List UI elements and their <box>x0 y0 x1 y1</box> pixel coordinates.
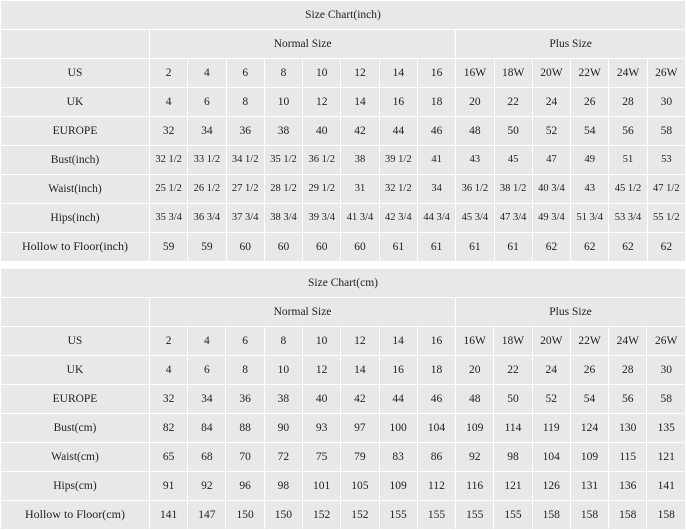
cell: 60 <box>264 233 302 262</box>
cell: 45 1/2 <box>609 175 647 204</box>
row-label: Bust(cm) <box>1 414 150 443</box>
cell: 91 <box>149 472 187 501</box>
cell: 22 <box>494 356 532 385</box>
cell: 36 <box>226 117 264 146</box>
table-row <box>1 327 686 356</box>
cell: 14 <box>379 59 417 88</box>
cell: 32 <box>149 385 187 414</box>
cell: 52 <box>532 385 570 414</box>
cell: 86 <box>417 443 455 472</box>
row-label: EUROPE <box>1 117 150 146</box>
cell: 158 <box>647 501 686 530</box>
cell: 59 <box>149 233 187 262</box>
cell: 75 <box>303 443 341 472</box>
cell: 24W <box>609 59 647 88</box>
cell: 54 <box>570 385 608 414</box>
title-row <box>1 269 686 298</box>
cell: 31 <box>341 175 379 204</box>
group-normal-size: Normal Size <box>149 30 455 59</box>
cell: 61 <box>379 233 417 262</box>
cell: 34 <box>188 117 226 146</box>
cell: 47 <box>532 146 570 175</box>
cell: 109 <box>456 414 494 443</box>
cell: 58 <box>647 117 685 146</box>
cell: 136 <box>609 472 647 501</box>
table-row <box>1 146 686 175</box>
group-empty <box>1 30 150 59</box>
row-label: Hips(inch) <box>1 204 150 233</box>
cell: 10 <box>303 327 341 356</box>
cell: 60 <box>341 233 379 262</box>
cell: 34 <box>417 175 455 204</box>
cell: 53 3/4 <box>609 204 647 233</box>
table-row <box>1 175 686 204</box>
cell: 24 <box>532 356 570 385</box>
cell: 40 3/4 <box>532 175 570 204</box>
cell: 27 1/2 <box>226 175 264 204</box>
cell: 131 <box>570 472 608 501</box>
cell: 52 <box>532 117 570 146</box>
cell: 22W <box>570 327 608 356</box>
cell: 38 <box>341 146 379 175</box>
row-label: Waist(inch) <box>1 175 150 204</box>
cell: 20W <box>532 59 570 88</box>
cell: 24 <box>532 88 570 117</box>
cell: 18W <box>494 327 532 356</box>
cell: 100 <box>379 414 417 443</box>
cell: 72 <box>264 443 302 472</box>
cell: 56 <box>609 385 647 414</box>
row-label: UK <box>1 88 150 117</box>
cell: 96 <box>226 472 264 501</box>
cell: 16 <box>379 88 417 117</box>
cell: 45 3/4 <box>456 204 494 233</box>
cell: 36 3/4 <box>188 204 226 233</box>
cell: 46 <box>417 385 455 414</box>
cell: 158 <box>609 501 647 530</box>
cell: 2 <box>149 327 187 356</box>
cell: 155 <box>417 501 455 530</box>
cell: 8 <box>226 88 264 117</box>
cell: 158 <box>570 501 608 530</box>
cell: 155 <box>379 501 417 530</box>
cell: 2 <box>149 59 187 88</box>
cell: 39 3/4 <box>303 204 341 233</box>
cell: 38 <box>264 117 302 146</box>
cell: 33 1/2 <box>188 146 226 175</box>
cell: 16 <box>417 327 455 356</box>
cell: 20 <box>456 88 494 117</box>
cell: 28 <box>609 356 647 385</box>
cell: 45 <box>494 146 532 175</box>
cell: 109 <box>570 443 608 472</box>
table-row <box>1 233 686 262</box>
cell: 92 <box>188 472 226 501</box>
cell: 155 <box>494 501 532 530</box>
cell: 34 <box>188 385 226 414</box>
cell: 12 <box>303 88 341 117</box>
cell: 104 <box>532 443 570 472</box>
cell: 62 <box>647 233 685 262</box>
cell: 97 <box>341 414 379 443</box>
cell: 41 3/4 <box>341 204 379 233</box>
cell: 48 <box>456 385 494 414</box>
cell: 36 1/2 <box>303 146 341 175</box>
cell: 20W <box>532 327 570 356</box>
cell: 12 <box>341 327 379 356</box>
cell: 30 <box>647 356 686 385</box>
cell: 26W <box>647 327 686 356</box>
cell: 12 <box>303 356 341 385</box>
cell: 152 <box>303 501 341 530</box>
cell: 18W <box>494 59 532 88</box>
table-row <box>1 414 686 443</box>
cell: 59 <box>188 233 226 262</box>
group-row <box>1 30 686 59</box>
cell: 28 1/2 <box>264 175 302 204</box>
cell: 37 3/4 <box>226 204 264 233</box>
row-label: US <box>1 59 150 88</box>
cell: 24W <box>609 327 647 356</box>
row-label: US <box>1 327 150 356</box>
cell: 6 <box>188 356 226 385</box>
cell: 48 <box>456 117 494 146</box>
cell: 70 <box>226 443 264 472</box>
cell: 54 <box>571 117 609 146</box>
group-row <box>1 298 686 327</box>
cell: 62 <box>571 233 609 262</box>
cell: 18 <box>417 88 455 117</box>
group-plus-size: Plus Size <box>456 30 686 59</box>
table-row <box>1 501 686 530</box>
cell: 105 <box>341 472 379 501</box>
cell: 58 <box>647 385 686 414</box>
cell: 68 <box>188 443 226 472</box>
cell: 126 <box>532 472 570 501</box>
cell: 124 <box>570 414 608 443</box>
table-row <box>1 356 686 385</box>
cell: 130 <box>609 414 647 443</box>
cell: 16 <box>379 356 417 385</box>
row-label: UK <box>1 356 150 385</box>
cell: 18 <box>417 356 455 385</box>
cell: 12 <box>341 59 379 88</box>
cell: 62 <box>532 233 570 262</box>
cell: 35 3/4 <box>149 204 187 233</box>
cell: 121 <box>494 472 532 501</box>
cell: 22 <box>494 88 532 117</box>
cell: 101 <box>303 472 341 501</box>
cell: 6 <box>188 88 226 117</box>
chart-title: Size Chart(cm) <box>1 269 686 298</box>
cell: 34 1/2 <box>226 146 264 175</box>
cell: 22W <box>571 59 609 88</box>
cell: 60 <box>226 233 264 262</box>
table-row <box>1 117 686 146</box>
cell: 62 <box>609 233 647 262</box>
cell: 42 3/4 <box>379 204 417 233</box>
cell: 16W <box>456 327 494 356</box>
cell: 104 <box>417 414 455 443</box>
row-label: Bust(inch) <box>1 146 150 175</box>
cell: 46 <box>417 117 455 146</box>
cell: 98 <box>264 472 302 501</box>
group-empty <box>1 298 150 327</box>
cell: 16 <box>417 59 455 88</box>
cell: 26 1/2 <box>188 175 226 204</box>
cell: 49 3/4 <box>532 204 570 233</box>
row-label: Hollow to Floor(cm) <box>1 501 150 530</box>
cell: 155 <box>456 501 494 530</box>
cell: 116 <box>456 472 494 501</box>
cell: 10 <box>264 88 302 117</box>
row-label: EUROPE <box>1 385 150 414</box>
cell: 115 <box>609 443 647 472</box>
cell: 141 <box>149 501 187 530</box>
cell: 32 <box>149 117 187 146</box>
table-row <box>1 88 686 117</box>
cell: 49 <box>571 146 609 175</box>
group-normal-size: Normal Size <box>149 298 455 327</box>
cell: 14 <box>341 88 379 117</box>
cell: 14 <box>341 356 379 385</box>
cell: 43 <box>456 146 494 175</box>
cell: 38 <box>264 385 302 414</box>
cell: 61 <box>456 233 494 262</box>
cell: 141 <box>647 472 686 501</box>
cell: 47 1/2 <box>647 175 685 204</box>
cell: 51 <box>609 146 647 175</box>
cell: 8 <box>226 356 264 385</box>
cell: 147 <box>188 501 226 530</box>
cell: 6 <box>226 59 264 88</box>
cell: 28 <box>609 88 647 117</box>
cell: 43 <box>571 175 609 204</box>
cell: 32 1/2 <box>149 146 187 175</box>
table-row <box>1 443 686 472</box>
cell: 26W <box>647 59 685 88</box>
cell: 83 <box>379 443 417 472</box>
cell: 20 <box>456 356 494 385</box>
cell: 56 <box>609 117 647 146</box>
cell: 150 <box>264 501 302 530</box>
cell: 84 <box>188 414 226 443</box>
cell: 42 <box>341 385 379 414</box>
table-row <box>1 472 686 501</box>
cell: 16W <box>456 59 494 88</box>
cell: 121 <box>647 443 686 472</box>
cell: 51 3/4 <box>571 204 609 233</box>
cell: 4 <box>188 59 226 88</box>
cell: 61 <box>494 233 532 262</box>
cell: 29 1/2 <box>303 175 341 204</box>
cell: 39 1/2 <box>379 146 417 175</box>
cell: 65 <box>149 443 187 472</box>
cell: 30 <box>647 88 685 117</box>
row-label: Hollow to Floor(inch) <box>1 233 150 262</box>
table-row <box>1 385 686 414</box>
size-chart-cm-block <box>0 268 686 530</box>
cell: 92 <box>456 443 494 472</box>
cell: 10 <box>303 59 341 88</box>
cell: 40 <box>303 117 341 146</box>
cell: 26 <box>570 356 608 385</box>
cell: 4 <box>149 356 187 385</box>
table-row <box>1 204 686 233</box>
table-row <box>1 59 686 88</box>
cell: 50 <box>494 385 532 414</box>
cell: 152 <box>341 501 379 530</box>
cell: 44 <box>379 117 417 146</box>
cell: 114 <box>494 414 532 443</box>
cell: 8 <box>264 327 302 356</box>
cell: 50 <box>494 117 532 146</box>
cell: 40 <box>303 385 341 414</box>
cell: 44 3/4 <box>417 204 455 233</box>
cell: 44 <box>379 385 417 414</box>
cell: 4 <box>149 88 187 117</box>
group-plus-size: Plus Size <box>456 298 686 327</box>
row-label: Hips(cm) <box>1 472 150 501</box>
cell: 53 <box>647 146 685 175</box>
cell: 60 <box>303 233 341 262</box>
cell: 42 <box>341 117 379 146</box>
cell: 93 <box>303 414 341 443</box>
cell: 8 <box>264 59 302 88</box>
cell: 90 <box>264 414 302 443</box>
cell: 98 <box>494 443 532 472</box>
cell: 55 1/2 <box>647 204 685 233</box>
cell: 158 <box>532 501 570 530</box>
cell: 47 3/4 <box>494 204 532 233</box>
cell: 36 1/2 <box>456 175 494 204</box>
cell: 35 1/2 <box>264 146 302 175</box>
cell: 38 1/2 <box>494 175 532 204</box>
cell: 38 3/4 <box>264 204 302 233</box>
cell: 10 <box>264 356 302 385</box>
cell: 79 <box>341 443 379 472</box>
cell: 4 <box>188 327 226 356</box>
cell: 36 <box>226 385 264 414</box>
cell: 109 <box>379 472 417 501</box>
chart-title: Size Chart(inch) <box>1 1 686 30</box>
cell: 112 <box>417 472 455 501</box>
cell: 25 1/2 <box>149 175 187 204</box>
title-row <box>1 1 686 30</box>
cell: 41 <box>417 146 455 175</box>
cell: 82 <box>149 414 187 443</box>
cell: 119 <box>532 414 570 443</box>
cell: 135 <box>647 414 686 443</box>
cell: 88 <box>226 414 264 443</box>
size-chart-inch-table <box>0 0 686 262</box>
row-label: Waist(cm) <box>1 443 150 472</box>
cell: 14 <box>379 327 417 356</box>
cell: 61 <box>417 233 455 262</box>
cell: 6 <box>226 327 264 356</box>
cell: 32 1/2 <box>379 175 417 204</box>
size-chart-cm-table <box>0 268 686 530</box>
cell: 150 <box>226 501 264 530</box>
cell: 26 <box>571 88 609 117</box>
size-chart-inch-block <box>0 0 686 262</box>
